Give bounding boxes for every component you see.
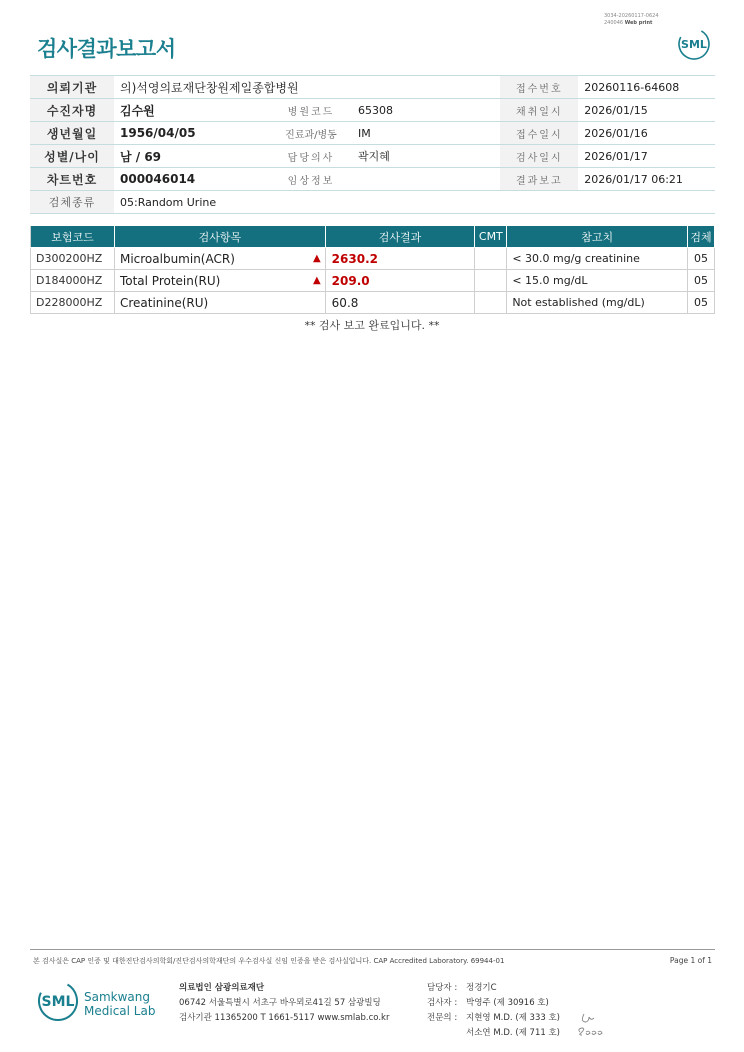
col-result-header: 검사결과 xyxy=(325,226,475,248)
staff-value: 서소연 M.D. (제 711 호) xyxy=(466,1028,561,1038)
report-label: 결과보고 xyxy=(500,168,578,191)
staff-value: 지현영 M.D. (제 333 호) xyxy=(466,1013,561,1023)
brand-line2: Medical Lab xyxy=(84,1004,156,1018)
dob-value: 1956/04/05 xyxy=(114,122,270,145)
result-row xyxy=(31,270,715,292)
info-row xyxy=(30,191,715,214)
info-row xyxy=(30,145,715,168)
cmt-cell xyxy=(475,292,507,314)
col-item-header: 검사항목 xyxy=(114,226,325,248)
high-flag-icon: ▲ xyxy=(312,275,321,286)
requester-value: 의)석영의료재단창원제일종합병원 xyxy=(114,76,500,99)
receipt-date-value: 2026/01/16 xyxy=(578,122,715,145)
collect-date-value: 2026/01/15 xyxy=(578,99,715,122)
test-item-cell xyxy=(114,292,325,314)
organization-info xyxy=(179,981,389,1026)
staff-value: 박영주 (제 30916 호) xyxy=(466,998,549,1008)
document-id-line1: 3034-20260117-0624 xyxy=(604,13,659,19)
result-value-cell: 2630.2 xyxy=(325,248,475,270)
patient-value: 김수원 xyxy=(114,99,270,122)
doctor-value: 곽지혜 xyxy=(352,145,500,168)
specimen-cell: 05 xyxy=(687,270,714,292)
dept-value: IM xyxy=(352,122,500,145)
insurance-code-cell: D228000HZ xyxy=(31,292,115,314)
staff-info xyxy=(427,981,560,1041)
insurance-code-cell: D300200HZ xyxy=(31,248,115,270)
chart-label: 차트번호 xyxy=(30,168,114,191)
results-table xyxy=(30,225,715,314)
col-spec-header: 검체 xyxy=(687,226,714,248)
page-title: 검사결과보고서 xyxy=(37,37,176,61)
receipt-no-value: 20260116-64608 xyxy=(578,76,715,99)
test-item-name: Total Protein(RU) xyxy=(119,273,221,288)
sml-footer-logo-icon xyxy=(36,978,80,1024)
test-item-cell xyxy=(114,270,325,292)
clinical-label: 임상정보 xyxy=(270,168,352,191)
org-address: 06742 서울특별시 서초구 바우뫼로41길 57 삼광빌딩 xyxy=(179,998,381,1008)
specimen-cell: 05 xyxy=(687,292,714,314)
brand-line1: Samkwang xyxy=(84,990,150,1004)
receipt-date-label: 접수일시 xyxy=(500,122,578,145)
test-item-name: Microalbumin(ACR) xyxy=(119,251,235,266)
test-date-label: 검사일시 xyxy=(500,145,578,168)
result-row xyxy=(31,248,715,270)
high-flag-icon: ▲ xyxy=(312,253,321,264)
staff-key: 전문의 : xyxy=(427,1013,458,1023)
hospital-code-label: 병원코드 xyxy=(270,99,352,122)
dob-label: 생년월일 xyxy=(30,122,114,145)
sml-logo-text: SML xyxy=(681,38,707,51)
requester-label: 의뢰기관 xyxy=(30,76,114,99)
info-row xyxy=(30,168,715,191)
document-id-line2: 240046 xyxy=(604,20,624,26)
chart-value: 000046014 xyxy=(114,168,270,191)
info-row xyxy=(30,99,715,122)
collect-date-label: 채취일시 xyxy=(500,99,578,122)
test-item-cell xyxy=(114,248,325,270)
sml-logo-icon xyxy=(676,26,712,62)
reference-range-cell: < 30.0 mg/g creatinine xyxy=(507,248,688,270)
doctor-label: 담당의사 xyxy=(270,145,352,168)
footer-divider xyxy=(30,949,715,950)
clinical-value xyxy=(352,168,500,191)
staff-value: 정경기C xyxy=(466,983,497,993)
col-cmt-header: CMT xyxy=(475,226,507,248)
reference-range-cell: Not established (mg/dL) xyxy=(507,292,688,314)
test-item-name: Creatinine(RU) xyxy=(119,295,209,310)
result-row xyxy=(31,292,715,314)
org-contact: 검사기관 11365200 T 1661-5117 www.smlab.co.kr xyxy=(179,1013,390,1023)
specimen-label: 검체종류 xyxy=(30,191,114,214)
footer-logo-text: SML xyxy=(41,994,75,1010)
staff-key: 담당자 : xyxy=(427,983,458,993)
receipt-no-label: 접수번호 xyxy=(500,76,578,99)
specimen-cell: 05 xyxy=(687,248,714,270)
brand-name xyxy=(84,990,155,1018)
page-number: Page 1 of 1 xyxy=(669,956,712,965)
specimen-value: 05:Random Urine xyxy=(114,191,715,214)
result-value-cell: 60.8 xyxy=(325,292,475,314)
patient-info-table xyxy=(30,75,715,214)
cmt-cell xyxy=(475,248,507,270)
insurance-code-cell: D184000HZ xyxy=(31,270,115,292)
report-complete-text: ** 검사 보고 완료입니다. ** xyxy=(304,319,440,332)
sex-age-value: 남 / 69 xyxy=(114,145,270,168)
test-date-value: 2026/01/17 xyxy=(578,145,715,168)
reference-range-cell: < 15.0 mg/dL xyxy=(507,270,688,292)
hospital-code-value: 65308 xyxy=(352,99,500,122)
results-header-row xyxy=(31,226,715,248)
info-row xyxy=(30,76,715,99)
patient-label: 수진자명 xyxy=(30,99,114,122)
staff-key: 검사자 : xyxy=(427,998,458,1008)
web-print-label: Web print xyxy=(624,20,653,26)
col-code-header: 보험코드 xyxy=(31,226,115,248)
sex-age-label: 성별/나이 xyxy=(30,145,114,168)
report-value: 2026/01/17 06:21 xyxy=(578,168,715,191)
certification-text: 본 검사실은 CAP 인증 및 대한진단검사의학회/진단검사의학재단의 우수검사실 신임 인증을 받은 검사실입니다. CAP Accredited Laboratory. 69944-01 xyxy=(33,957,505,965)
signature-icon xyxy=(574,1008,608,1040)
result-value-cell: 209.0 xyxy=(325,270,475,292)
dept-label: 진료과/병동 xyxy=(270,122,352,145)
document-id xyxy=(604,13,659,27)
org-name: 의료법인 삼광의료재단 xyxy=(179,983,265,993)
col-ref-header: 참고치 xyxy=(507,226,688,248)
info-row xyxy=(30,122,715,145)
cmt-cell xyxy=(475,270,507,292)
